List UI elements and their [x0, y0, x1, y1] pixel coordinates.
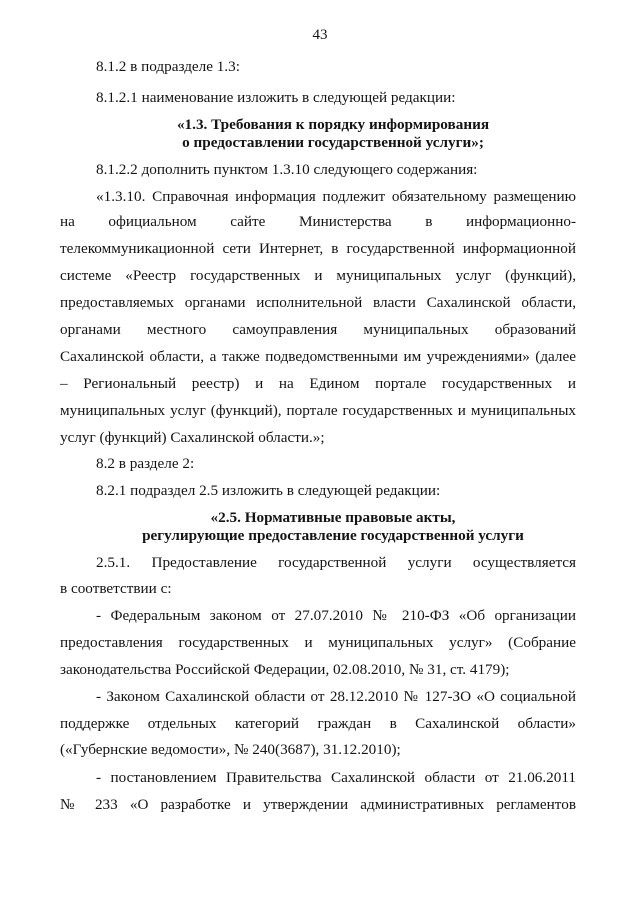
item-resolution-line2: № 233 «О разработке и утверждении административных регламентов: [60, 796, 576, 813]
para-2-5-1-line2: в соответствии с:: [60, 580, 172, 597]
line-8-2: 8.2 в разделе 2:: [96, 455, 195, 472]
para-1-3-10-line8: – Региональный реестр) и на Едином портале государственных и: [60, 375, 576, 392]
item-sakhalin-law-line2: поддержке отдельных категорий граждан в Сахалинской области»: [60, 715, 576, 732]
para-1-3-10-line6: органами местного самоуправления муниципальных образований: [60, 321, 576, 338]
para-1-3-10-line1: «1.3.10. Справочная информация подлежит обязательному размещению: [96, 188, 576, 205]
para-2-5-1-line1: 2.5.1. Предоставление государственной услуги осуществляется: [96, 554, 576, 571]
para-1-3-10-line7: Сахалинской области, а также подведомственными им учреждениями» (далее: [60, 348, 576, 365]
line-8-1-2: 8.1.2 в подразделе 1.3:: [96, 58, 240, 75]
item-sakhalin-law-line1: - Законом Сахалинской области от 28.12.2010 № 127-ЗО «О социальной: [96, 688, 576, 705]
heading-1-3-line2: о предоставлении государственной услуги»;: [182, 134, 484, 151]
line-8-2-1: 8.2.1 подраздел 2.5 изложить в следующей редакции:: [96, 482, 441, 499]
line-8-1-2-1: 8.1.2.1 наименование изложить в следующей редакции:: [96, 89, 456, 106]
heading-2-5-line1: «2.5. Нормативные правовые акты,: [210, 509, 456, 526]
para-1-3-10-line5: предоставляемых органами исполнительной власти Сахалинской области,: [60, 294, 576, 311]
line-8-1-2-2: 8.1.2.2 дополнить пунктом 1.3.10 следующего содержания:: [96, 161, 478, 178]
heading-2-5-line2: регулирующие предоставление государственной услуги: [142, 527, 524, 544]
para-1-3-10-line4: системе «Реестр государственных и муниципальных услуг (функций),: [60, 267, 576, 284]
item-sakhalin-law-line3: («Губернские ведомости», № 240(3687), 31.12.2010);: [60, 741, 401, 758]
item-federal-law-line1: - Федеральным законом от 27.07.2010 № 210-ФЗ «Об организации: [96, 607, 576, 624]
item-resolution-line1: - постановлением Правительства Сахалинской области от 21.06.2011: [96, 769, 576, 786]
heading-1-3-line1: «1.3. Требования к порядку информирования: [176, 116, 490, 133]
page-number: 43: [312, 27, 328, 43]
item-federal-law-line2: предоставления государственных и муниципальных услуг» (Собрание: [60, 634, 576, 651]
para-1-3-10-line3: телекоммуникационной сети Интернет, в государственной информационной: [60, 240, 576, 257]
para-1-3-10-line2: на официальном сайте Министерства в информационно-: [60, 213, 576, 230]
para-1-3-10-line9: муниципальных услуг (функций), портале государственных и муниципальных: [60, 402, 576, 419]
para-1-3-10-line10: услуг (функций) Сахалинской области.»;: [60, 429, 325, 446]
item-federal-law-line3: законодательства Российской Федерации, 02.08.2010, № 31, ст. 4179);: [60, 661, 510, 678]
